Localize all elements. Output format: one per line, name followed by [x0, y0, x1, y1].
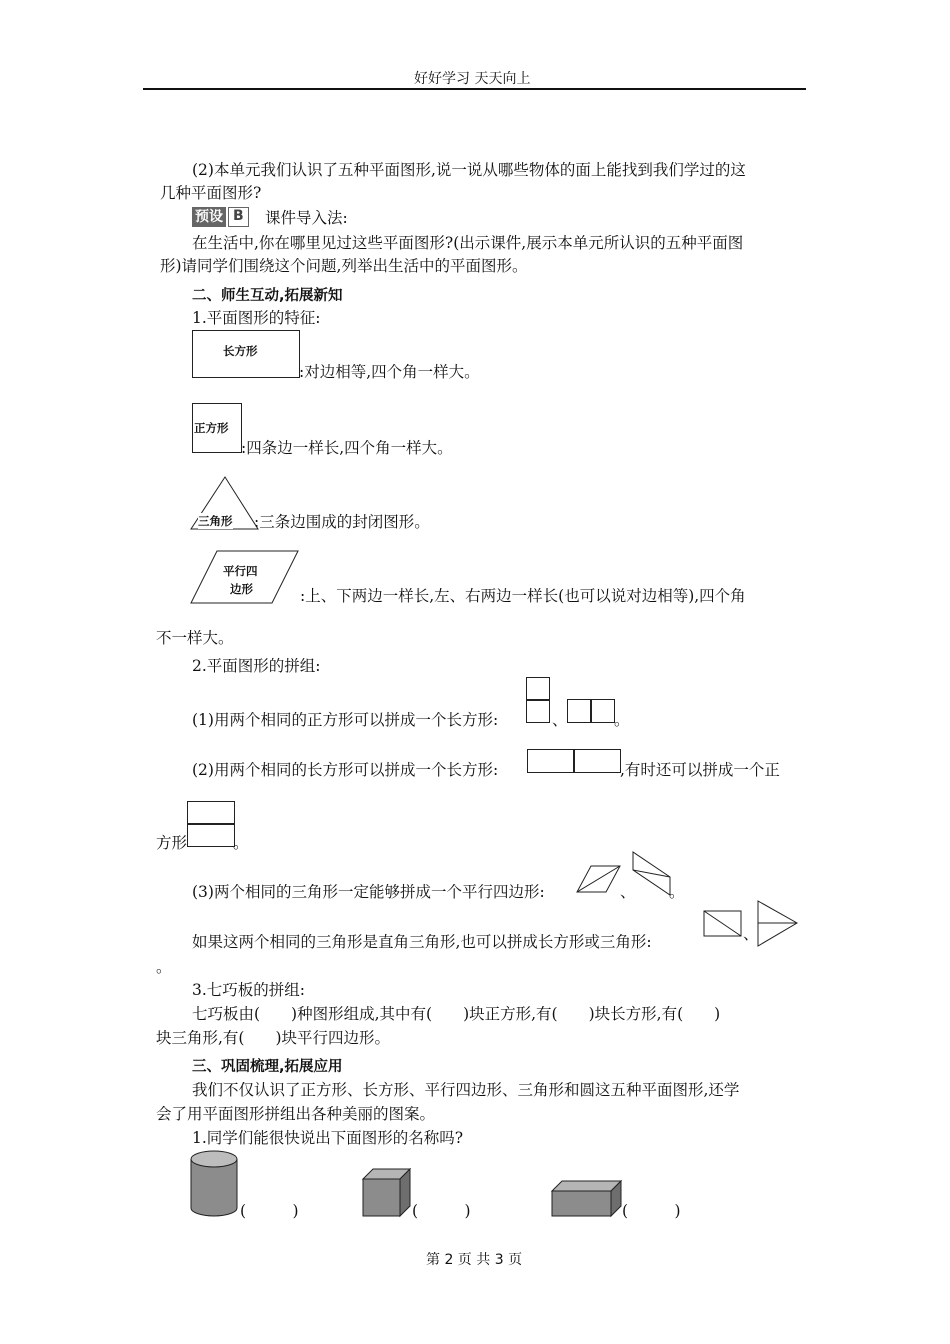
- combo-2-rect-bottom: [187, 823, 235, 847]
- combo-3-text: (3)两个相同的三角形一定能够拼成一个平行四边形:: [192, 883, 545, 901]
- combo-2-rect-top: [187, 801, 235, 825]
- combo-1-text: (1)用两个相同的正方形可以拼成一个长方形:: [192, 711, 499, 729]
- sub-3-title: 3.七巧板的拼组:: [192, 981, 306, 999]
- tangram-question-line-1: 七巧板由( )种图形组成,其中有( )块正方形,有( )块长方形,有( ): [192, 1005, 721, 1023]
- combo-3-parallelogram: [576, 865, 622, 893]
- combo-2-rect-left: [527, 749, 575, 773]
- combo-4-triangle: [757, 900, 799, 948]
- preset-badge-text: 预设: [192, 207, 226, 227]
- sub-2-title: 2.平面图形的拼组:: [192, 657, 321, 675]
- intro-para-line-1: 在生活中,你在哪里见过这些平面图形?(出示课件,展示本单元所认识的五种平面图: [192, 234, 744, 252]
- cylinder-answer-blank: ( ): [240, 1202, 299, 1220]
- cuboid-answer-blank: ( ): [622, 1202, 681, 1220]
- preset-badge: [192, 207, 249, 227]
- parallelogram-label-1: 平行四: [223, 564, 258, 578]
- cylinder-solid: [190, 1150, 240, 1218]
- combo-1-square-left: [567, 699, 592, 723]
- combo-4-period: 。: [156, 958, 172, 976]
- method-title: 课件导入法:: [265, 209, 348, 227]
- combo-2-text: (2)用两个相同的长方形可以拼成一个长方形:: [192, 761, 499, 779]
- combo-3-separator: 、: [620, 883, 636, 901]
- combo-4-rectangle: [703, 910, 743, 938]
- section-3-question-1: 1.同学们能很快说出下面图形的名称吗?: [192, 1129, 464, 1147]
- sub-1-title: 1.平面图形的特征:: [192, 309, 321, 327]
- combo-4-text: 如果这两个相同的三角形是直角三角形,也可以拼成长方形或三角形:: [192, 933, 652, 951]
- preset-badge-letter: B: [228, 207, 249, 227]
- square-label: 正方形: [194, 421, 229, 435]
- combo-1-square-right: [590, 699, 615, 723]
- parallelogram-label-2: 边形: [230, 582, 253, 596]
- cube-answer-blank: ( ): [412, 1202, 471, 1220]
- combo-2-period: 。: [233, 834, 249, 852]
- section-2-heading: 二、师生互动,拓展新知: [192, 288, 343, 304]
- question-2-line-1: (2)本单元我们认识了五种平面图形,说一说从哪些物体的面上能找到我们学过的这: [192, 161, 746, 179]
- header-rule: [143, 88, 806, 90]
- combo-2-rect-right: [573, 749, 621, 773]
- combo-1-square-top: [526, 677, 550, 701]
- rectangle-label: 长方形: [223, 344, 258, 358]
- combo-2-text-c: 方形: [156, 834, 188, 852]
- rectangle-description: :对边相等,四个角一样大。: [299, 363, 480, 381]
- section-3-para-line-2: 会了用平面图形拼组出各种美丽的图案。: [156, 1105, 436, 1123]
- rectangle-shape: [192, 330, 300, 378]
- intro-para-line-2: 形)请同学们围绕这个问题,列举出生活中的平面图形。: [160, 257, 528, 275]
- square-description: :四条边一样长,四个角一样大。: [241, 439, 453, 457]
- tangram-question-line-2: 块三角形,有( )块平行四边形。: [156, 1029, 391, 1047]
- parallelogram-description-1: :上、下两边一样长,左、右两边一样长(也可以说对边相等),四个角: [300, 587, 746, 605]
- section-3-para-line-1: 我们不仅认识了正方形、长方形、平行四边形、三角形和圆这五种平面图形,还学: [192, 1081, 740, 1099]
- question-2-line-2: 几种平面图形?: [160, 184, 262, 202]
- combo-3-period: 。: [669, 883, 685, 901]
- page-number: 第 2 页 共 3 页: [426, 1252, 523, 1268]
- triangle-description: :三条边围成的封闭图形。: [254, 513, 430, 531]
- square-shape: [192, 403, 242, 453]
- triangle-label: 三角形: [198, 514, 233, 528]
- combo-3-parallelogram-2: [632, 851, 672, 897]
- combo-4-separator: 、: [743, 925, 759, 943]
- parallelogram-description-2: 不一样大。: [156, 629, 234, 647]
- cuboid-solid: [551, 1180, 623, 1218]
- combo-1-separator: 、: [552, 711, 568, 729]
- section-3-heading: 三、巩固梳理,拓展应用: [192, 1059, 343, 1075]
- combo-1-period: 。: [614, 711, 630, 729]
- combo-1-square-bottom: [526, 699, 550, 723]
- combo-2-text-b: ,有时还可以拼成一个正: [620, 761, 780, 779]
- cube-solid: [362, 1168, 412, 1218]
- header-title: 好好学习 天天向上: [414, 71, 531, 87]
